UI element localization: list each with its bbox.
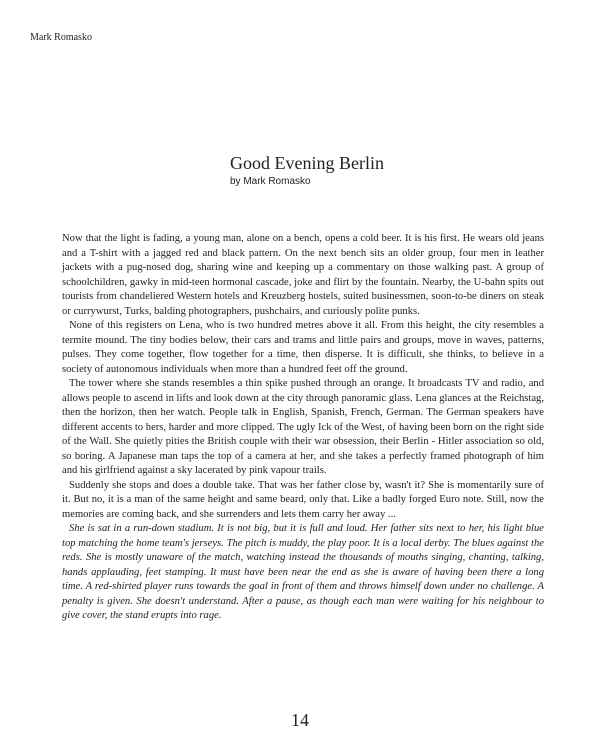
story-byline: by Mark Romasko	[230, 176, 311, 187]
paragraph: The tower where she stands resembles a thin spike pushed through an orange. It broadcasts TV and radio, and allows people to ascend in lifts and look down at the city through panoramic glass. Lena glances at the Reichstag, then the horizon, then her watch. People talk in English, Spanish, French, German. The German speakers have different accents to hers, harder and more clipped. The ugly Ick of the West, of having been born on the right side of the Wall. She quietly pities the British couple with their war obsession, their Berlin - Hitler association so old, so boring. A Japanese man taps the top of a camera at her, and she takes a perfectly framed photograph of him and his girlfriend against a sky lacerated by pink vapour trails.	[62, 378, 544, 476]
story-body	[62, 232, 544, 624]
paragraph: Now that the light is fading, a young man, alone on a bench, opens a cold beer. It is his first. He wears old jeans and a T-shirt with a jagged red and black pattern. On the next bench sits an older group, four men in leather jackets with a pug-nosed dog, sharing wine and keeping up a commentary on those walking past. A group of schoolchildren, gawky in mid-teen hormonal cascade, joke and flirt by the fountain. Nearby, the U-bahn spits out tourists from chandeliered Western hotels and Kreuzberg hostels, suited businessmen, soon-to-be diners on steak or currywurst, Turks, balding photographers, pushchairs, and curiously polite punks.	[62, 233, 544, 317]
paragraph: Suddenly she stops and does a double take. That was her father close by, wasn't it? She is momentarily sure of it. But no, it is a man of the same height and same beard, only that. Like a badly forged Euro note. Still, now the memories are coming back, and she surrenders and lets them carry her away ...	[62, 479, 544, 520]
italic-flashback-paragraph: She is sat in a run-down stadium. It is not big, but it is full and loud. Her father sits next to her, his light blue top matching the home team's jerseys. The pitch is muddy, the play poor. It is a local derby. The blues against the reds. She is mostly unaware of the match, watching instead the thousands of mouths singing, chanting, talking, hands applauding, feet stamping. It must have been near the end as she is aware of having been there a long time. A red-shirted player runs towards the goal in front of them and throws himself down under no challenge. A penalty is given. She doesn't understand. After a pause, as though each man were waiting for his neighbour to give cover, the stand erupts into rage.	[62, 523, 544, 621]
running-header-author: Mark Romasko	[30, 32, 92, 43]
title-block	[230, 152, 384, 187]
paragraph: None of this registers on Lena, who is two hundred metres above it all. From this height, the city resembles a termite mound. The tiny bodies below, their cars and trams and little pairs and groups, move in waves, patterns, pulses. They come together, flow together for a time, then disperse. It is difficult, she thinks, to believe in a society of autonomous individuals when more than a hundred feet off the ground.	[62, 320, 544, 375]
story-title: Good Evening Berlin	[230, 153, 384, 173]
page-number: 14	[291, 710, 309, 730]
